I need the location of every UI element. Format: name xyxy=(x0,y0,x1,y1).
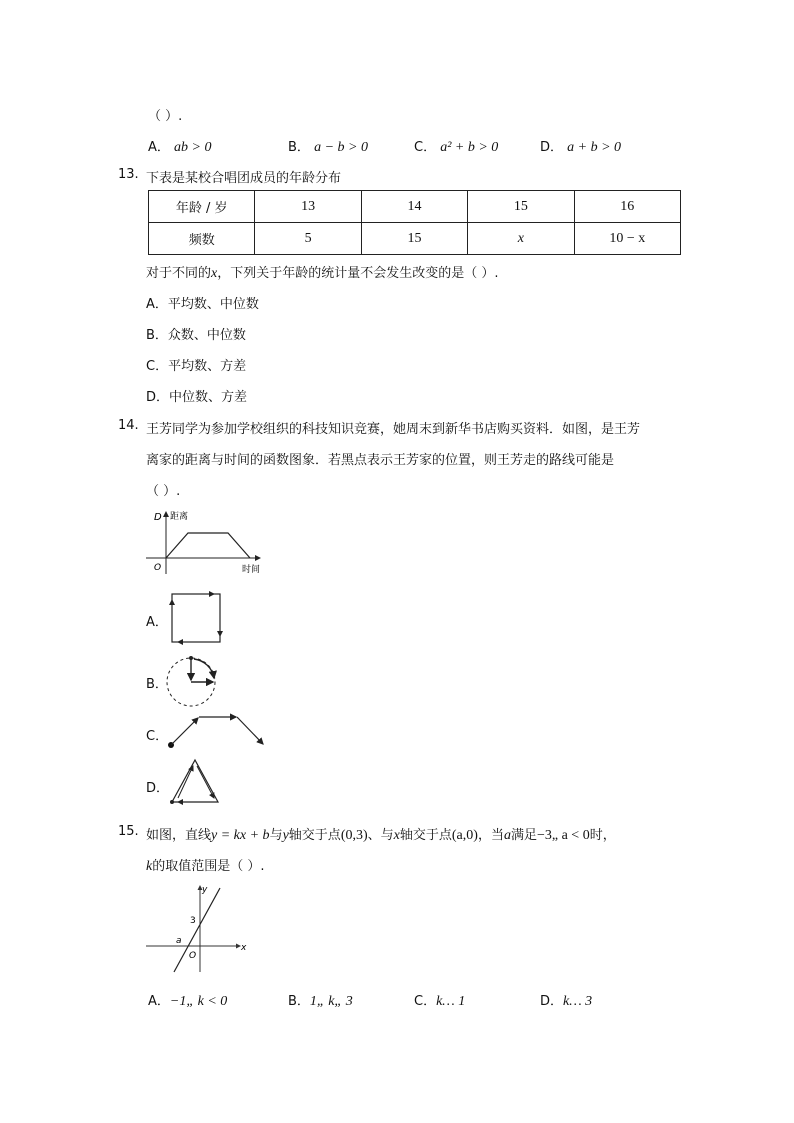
q13-question-post: ，下列关于年龄的统计量不会发生改变的是（ ）. xyxy=(217,266,499,281)
option-text: 众数、中位数 xyxy=(167,328,246,343)
y-variable: y xyxy=(282,828,289,843)
option-letter: D． xyxy=(540,994,564,1009)
option-text: 平均数、中位数 xyxy=(167,297,259,312)
table-cell: 频数 xyxy=(149,223,255,255)
q15-option-d xyxy=(540,990,592,1010)
stem-text: 时， xyxy=(589,828,616,843)
option-expr: ab > 0 xyxy=(174,140,212,155)
q13-question-pre: 对于不同的 xyxy=(146,266,212,281)
stem-text: 的取值范围是（ ）. xyxy=(152,859,265,874)
option-letter: A． xyxy=(148,994,170,1009)
option-expr: −1„ k < 0 xyxy=(169,994,228,1009)
q13-option-d xyxy=(146,386,247,405)
table-row xyxy=(149,191,681,223)
q13-option-c xyxy=(146,355,246,374)
option-expr: a² + b > 0 xyxy=(440,140,499,155)
stem-text: 、与 xyxy=(367,828,394,843)
q15-option-b xyxy=(288,990,353,1010)
q14-stem-line3: （ ）. xyxy=(146,484,181,499)
graph-line xyxy=(174,888,220,972)
q12-option-c xyxy=(414,136,498,156)
origin-label: O xyxy=(154,563,162,573)
option-text: 中位数、方差 xyxy=(169,390,248,405)
distance-time-graph xyxy=(140,506,270,578)
stem-text: 与 xyxy=(269,828,283,843)
q13-option-a xyxy=(146,293,259,312)
table-header-cell: 年龄 / 岁 xyxy=(149,191,255,223)
q15-stem-line2 xyxy=(146,855,264,875)
option-expr: k… 1 xyxy=(436,994,466,1009)
q14-number: 14. xyxy=(118,418,139,433)
q13-option-b xyxy=(146,324,246,343)
stem-text: 轴交于点 xyxy=(288,828,341,843)
table-cell: x xyxy=(468,223,574,255)
option-letter: D． xyxy=(146,390,170,405)
option-letter: B． xyxy=(288,140,310,155)
tick-a-label: a xyxy=(176,936,182,946)
route-circle-figure xyxy=(162,652,222,712)
q12-option-d xyxy=(540,136,621,156)
table-header-cell: 16 xyxy=(574,191,680,223)
line-graph xyxy=(142,880,252,976)
y-axis-label: y xyxy=(202,885,208,895)
x-axis-label: x xyxy=(241,943,247,953)
option-letter: B． xyxy=(288,994,310,1009)
q13-number: 13. xyxy=(118,167,139,182)
table-cell: 15 xyxy=(361,223,467,255)
table-header-cell: 13 xyxy=(255,191,361,223)
q14-option-d: D． xyxy=(146,781,170,796)
q15-number: 15. xyxy=(118,824,139,839)
option-letter: A． xyxy=(148,140,170,155)
table-cell: 5 xyxy=(255,223,361,255)
option-letter: C． xyxy=(414,140,437,155)
q12-option-b xyxy=(288,136,368,156)
condition: −3„ a < 0 xyxy=(536,828,590,843)
tick-3-label: 3 xyxy=(190,916,196,926)
x-variable: x xyxy=(393,828,400,843)
age-distribution-table xyxy=(148,190,681,255)
option-letter: C． xyxy=(146,359,169,374)
q12-option-a xyxy=(148,136,212,156)
q14-option-c: C． xyxy=(146,729,169,744)
route-triangle-figure xyxy=(166,756,224,808)
k-variable: k xyxy=(146,859,153,874)
table-header-cell: 15 xyxy=(468,191,574,223)
option-expr: a + b > 0 xyxy=(567,140,622,155)
point-2: (a,0) xyxy=(451,828,478,843)
q13-stem: 下表是某校合唱团成员的年龄分布 xyxy=(146,171,342,186)
route-zigzag-figure xyxy=(166,710,268,750)
a-variable: a xyxy=(503,828,511,843)
table-header-cell: 14 xyxy=(361,191,467,223)
table-row xyxy=(149,223,681,255)
q12-stem-tail: （ ）. xyxy=(148,109,183,124)
q14-option-b: B． xyxy=(146,677,168,692)
y-axis-label: 距离 xyxy=(170,512,189,522)
q14-stem-line1: 王芳同学为参加学校组织的科技知识竞赛，她周末到新华书店购买资料．如图，是王芳 xyxy=(146,422,641,437)
option-text: 平均数、方差 xyxy=(168,359,247,374)
y-axis-letter: D xyxy=(154,512,162,523)
x-axis-label: 时间 xyxy=(242,565,261,575)
line-equation: y = kx + b xyxy=(211,828,270,843)
q15-option-a xyxy=(148,990,227,1010)
option-letter: C． xyxy=(414,994,437,1009)
distance-curve xyxy=(166,533,250,558)
table-cell: 10 − x xyxy=(574,223,680,255)
q15-stem xyxy=(146,824,616,844)
option-letter: B． xyxy=(146,328,168,343)
option-letter: D． xyxy=(540,140,564,155)
option-expr: k… 3 xyxy=(563,994,593,1009)
q14-stem-line2: 离家的距离与时间的函数图象．若黑点表示王芳家的位置，则王芳走的路线可能是 xyxy=(146,453,615,468)
q15-option-c xyxy=(414,990,465,1010)
point-1: (0,3) xyxy=(340,828,368,843)
option-expr: 1„ k„ 3 xyxy=(309,994,353,1009)
stem-text: 如图，直线 xyxy=(146,828,212,843)
origin-label: O xyxy=(189,951,197,961)
option-expr: a − b > 0 xyxy=(314,140,368,155)
q13-question xyxy=(146,262,499,282)
option-letter: A． xyxy=(146,297,168,312)
stem-text: 满足 xyxy=(510,828,537,843)
q14-option-a: A． xyxy=(146,615,168,630)
stem-text: 轴交于点 xyxy=(399,828,452,843)
stem-text: ，当 xyxy=(477,828,504,843)
q13-question-var: x xyxy=(211,266,218,281)
route-square-figure xyxy=(166,590,226,646)
